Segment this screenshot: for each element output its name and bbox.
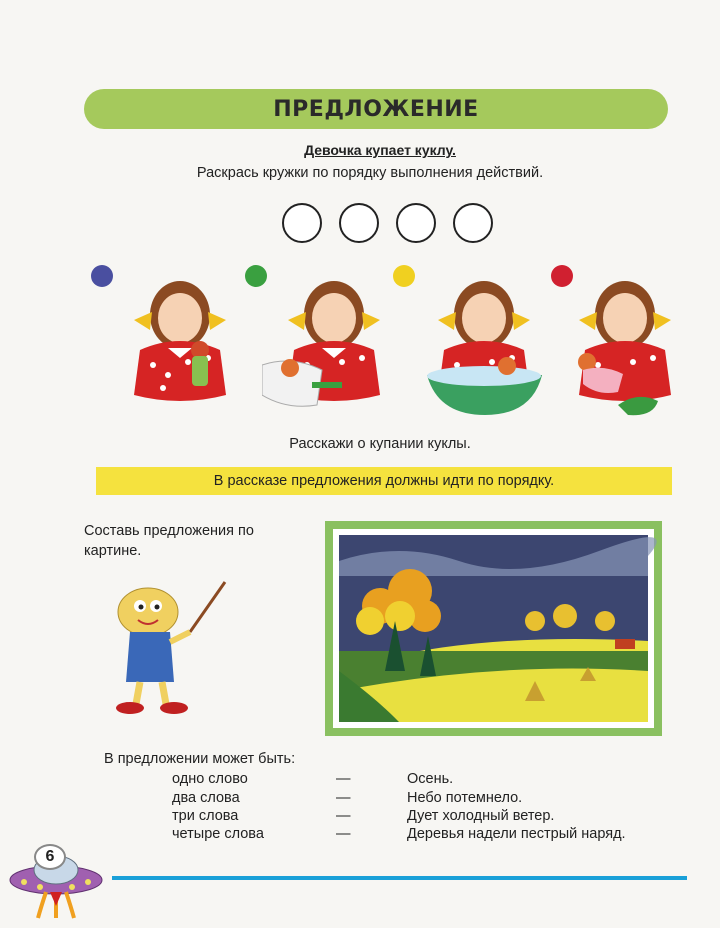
color-circle-4[interactable] [453, 203, 493, 243]
page-title: ПРЕДЛОЖЕНИЕ [84, 89, 668, 129]
girl-holding-doll-image [108, 270, 253, 420]
autumn-landscape-painting [325, 521, 662, 736]
example-sentence-1: Осень. [407, 771, 454, 787]
may-be-heading: В предложении может быть: [104, 751, 296, 767]
example-sentence-3: Дует холодный ветер. [407, 808, 555, 824]
tell-prompt: Расскажи о купании куклы. [289, 436, 471, 452]
compose-prompt: Составь предложения по картине. [84, 523, 254, 559]
word-count-1: одно слово [172, 771, 248, 787]
footer-line [112, 876, 687, 880]
color-circle-1[interactable] [282, 203, 322, 243]
word-count-3: три слова [172, 808, 239, 824]
word-count-2: два слова [172, 790, 240, 806]
color-circle-2[interactable] [339, 203, 379, 243]
example-sentence-4: Деревья надели пестрый наряд. [407, 826, 626, 842]
dash-2: — [336, 790, 351, 806]
girl-washing-doll-image [412, 270, 557, 420]
dash-1: — [336, 771, 351, 787]
girl-drying-doll-image [563, 270, 708, 420]
color-circle-3[interactable] [396, 203, 436, 243]
word-count-4: четыре слова [172, 826, 264, 842]
sentence-heading: Девочка купает куклу. [304, 142, 456, 158]
example-sentence-2: Небо потемнело. [407, 790, 523, 806]
rule-bar: В рассказе предложения должны идти по порядку. [96, 467, 672, 495]
page-number: 6 [34, 844, 66, 870]
girl-undressing-doll-image [262, 270, 407, 420]
alien-teacher-image [100, 572, 240, 722]
dash-4: — [336, 826, 351, 842]
instruction-text: Раскрась кружки по порядку выполнения действий. [196, 165, 544, 181]
dash-3: — [336, 808, 351, 824]
